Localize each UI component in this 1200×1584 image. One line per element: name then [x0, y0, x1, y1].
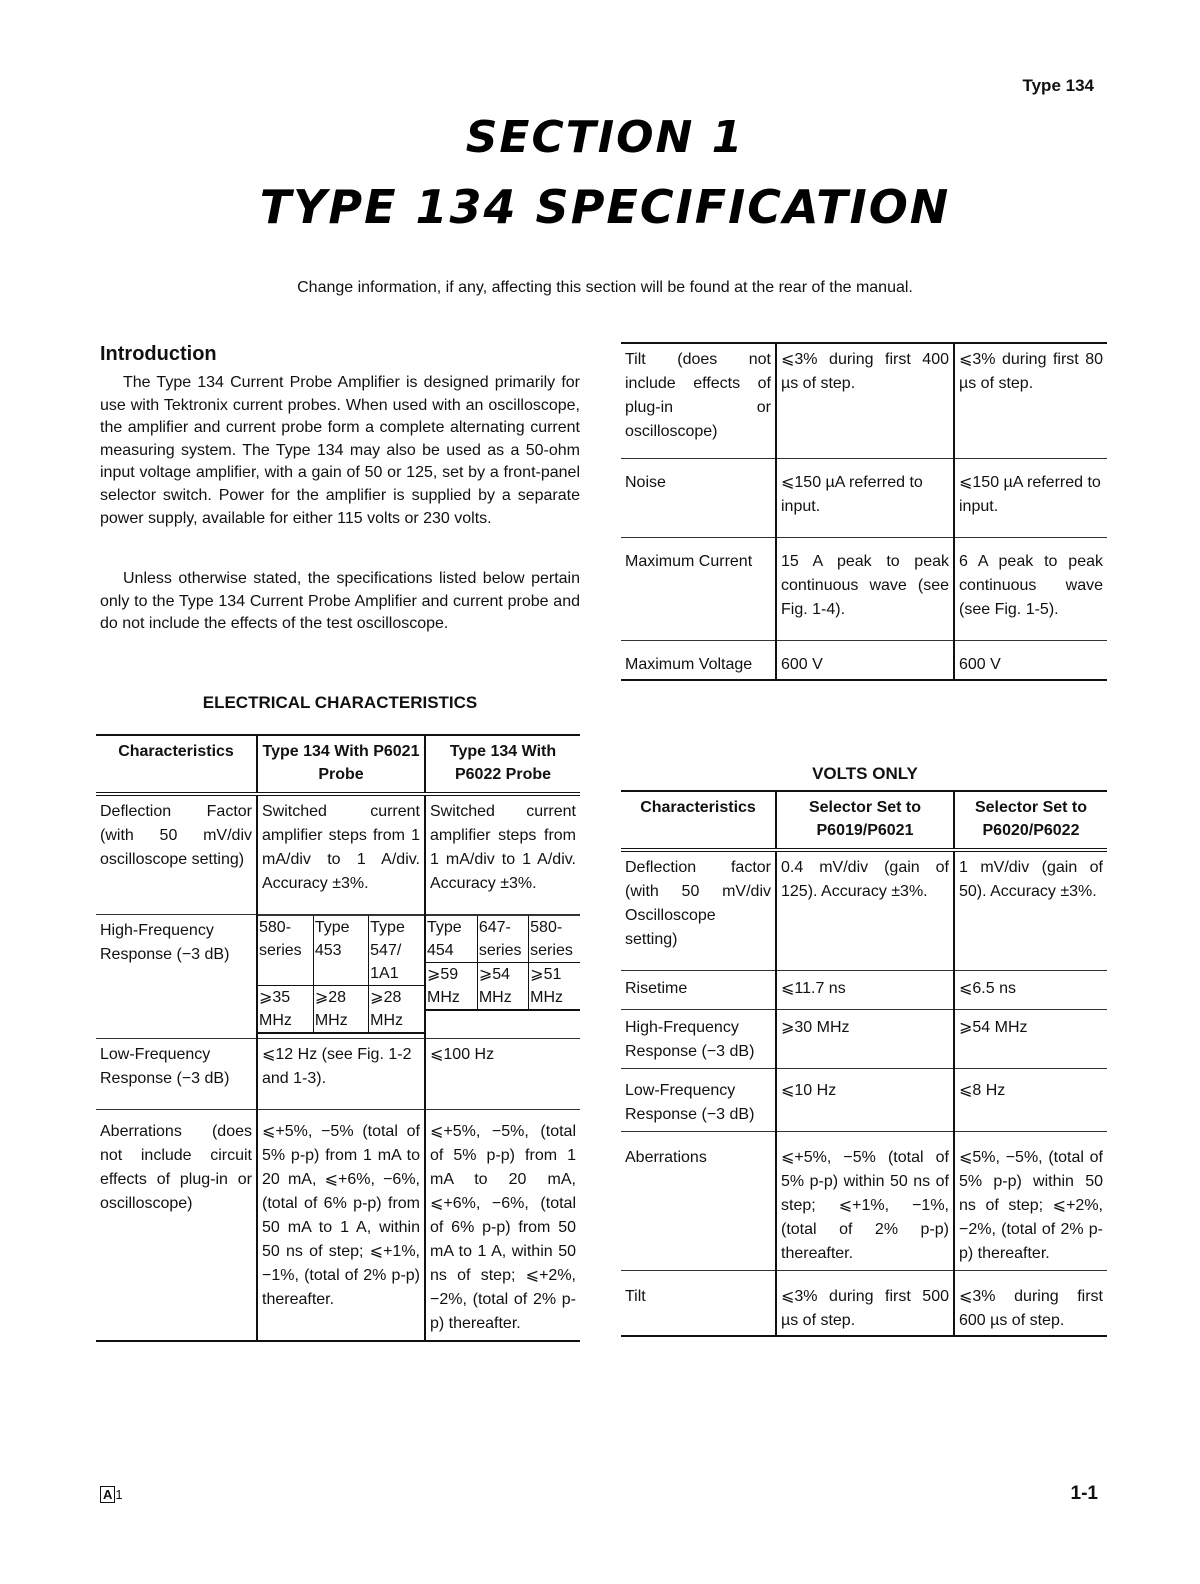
paragraph-text: The Type 134 Current Probe Amplifier is designed primarily for use with Tektronix current probes. When used with an oscilloscope, the amplifier and current probe form a complete alternating current measuring system. The Type 134 may also be used as a 50-ohm input voltage amplifier, with a gain of 50 or 125, set by a front-panel selector switch. Power for the amplifier is supplied by a separate power supply, available for either 115 volts or 230 volts.: [100, 374, 580, 527]
cell-value: 15 A peak to peak continuous wave (see Fig. 1-4).: [776, 538, 954, 641]
bandwidth-value: ⩾51 MHz: [529, 963, 580, 1011]
column-header: Characteristics: [96, 735, 257, 794]
table-header-row: [621, 791, 1107, 850]
hf-response-subtable-p6021: [258, 915, 424, 1034]
cell-value: ⩽6.5 ns: [954, 971, 1107, 1010]
cell-value: ⩽150 µA referred to input.: [954, 459, 1107, 538]
table-row: [96, 1039, 580, 1110]
introduction-heading: Introduction: [100, 343, 217, 365]
page-number: 1-1: [1070, 1483, 1098, 1504]
column-header: Selector Set to P6020/P6022: [954, 791, 1107, 850]
cell-value: 600 V: [954, 641, 1107, 681]
table-row: [96, 794, 580, 915]
table-row: [621, 1271, 1107, 1337]
scope-name: Type 453: [313, 916, 368, 986]
column-header: Selector Set to P6019/P6021: [776, 791, 954, 850]
electrical-characteristics-continued-table: [621, 342, 1107, 681]
row-label: Tilt: [621, 1271, 776, 1337]
change-note: Change information, if any, affecting this section will be found at the rear of the manual.: [297, 279, 913, 296]
electrical-characteristics-table: [96, 734, 580, 1342]
cell-value: ⩽3% during first 600 µs of step.: [954, 1271, 1107, 1337]
cell-value: ⩽3% during first 500 µs of step.: [776, 1271, 954, 1337]
cell-value: ⩽+5%, −5% (total of 5% p-p) within 50 ns of step; ⩽+1%, −1%, (total of 2% p-p) thereafter.: [776, 1132, 954, 1271]
cell-value: Switched current amplifier steps from 1 mA/div to 1 A/div. Accuracy ±3%.: [257, 794, 425, 915]
row-label: Aberrations: [621, 1132, 776, 1271]
cell-value: ⩽150 µA referred to input.: [776, 459, 954, 538]
publisher-logo: [100, 1487, 123, 1502]
cell-value: ⩽+5%, −5%, (total of 5% p-p) from 1 mA to 20 mA, ⩽+6%, −6%, (total of 6% p-p) from 50 mA to 1 A, within 50 ns of step; ⩽+2%, −2%, (total of 2% p-p) thereafter.: [425, 1110, 580, 1342]
row-label: Aberrations (does not include circuit effects of plug-in or oscilloscope): [96, 1110, 257, 1342]
header-type-label: Type 134: [1022, 76, 1094, 95]
table-row: [621, 1069, 1107, 1132]
electrical-characteristics-heading: ELECTRICAL CHARACTERISTICS: [202, 693, 478, 712]
cell-value: 1 mV/div (gain of 50). Accuracy ±3%.: [954, 850, 1107, 971]
cell-value: ⩽100 Hz: [425, 1039, 580, 1110]
table-header-row: [96, 735, 580, 794]
volts-only-table: [621, 790, 1107, 1337]
scope-name: 647-series: [477, 916, 528, 963]
cell-value: ⩽3% during first 80 µs of step.: [954, 343, 1107, 459]
cell-value: ⩽10 Hz: [776, 1069, 954, 1132]
cell-value: ⩽3% during first 400 µs of step.: [776, 343, 954, 459]
logo-suffix: 1: [115, 1487, 123, 1502]
row-label: High-Frequency Response (−3 dB): [96, 915, 257, 1039]
page-title: TYPE 134 SPECIFICATION: [259, 180, 951, 234]
cell-subtable: [257, 915, 425, 1039]
cell-value: Switched current amplifier steps from 1 mA/div to 1 A/div. Accuracy ±3%.: [425, 794, 580, 915]
table-row: [621, 459, 1107, 538]
row-label: Low-Frequency Response (−3 dB): [96, 1039, 257, 1110]
bandwidth-value: ⩾54 MHz: [477, 963, 528, 1011]
table-row: [621, 538, 1107, 641]
table-row: [621, 1010, 1107, 1069]
table-row: [621, 971, 1107, 1010]
table-row: [96, 1110, 580, 1342]
bandwidth-value: ⩾35 MHz: [258, 986, 313, 1034]
scope-name: Type 547/ 1A1: [369, 916, 424, 986]
bandwidth-value: ⩾59 MHz: [426, 963, 477, 1011]
section-number: SECTION 1: [465, 112, 745, 163]
bandwidth-value: ⩾28 MHz: [369, 986, 424, 1034]
row-label: Low-Frequency Response (−3 dB): [621, 1069, 776, 1132]
row-label: Maximum Voltage: [621, 641, 776, 681]
hf-response-subtable-p6022: [426, 915, 580, 1011]
logo-mark: A: [100, 1486, 115, 1503]
table-row: [621, 1132, 1107, 1271]
row-label: Deflection factor (with 50 mV/div Oscilloscope setting): [625, 859, 771, 948]
cell-value: 0.4 mV/div (gain of 125). Accuracy ±3%.: [776, 850, 954, 971]
paragraph-text: Unless otherwise stated, the specifications listed below pertain only to the Type 134 Current Probe Amplifier and current probe and do not include the effects of the test oscilloscope.: [100, 570, 580, 633]
cell-value: ⩽12 Hz (see Fig. 1-2 and 1-3).: [257, 1039, 425, 1110]
table-row: [96, 915, 580, 1039]
row-label: Risetime: [621, 971, 776, 1010]
cell-value: ⩾54 MHz: [954, 1010, 1107, 1069]
row-label: Deflection Factor (with 50 mV/div oscilloscope setting): [96, 794, 257, 915]
row-label: High-Frequency Response (−3 dB): [621, 1010, 776, 1069]
cell-value: ⩽5%, −5%, (total of 5% p-p) within 50 ns of step; ⩽+2%, −2%, (total of 2% p-p) thereafter.: [954, 1132, 1107, 1271]
cell-value: ⩽11.7 ns: [776, 971, 954, 1010]
scope-name: 580-series: [529, 916, 580, 963]
cell-value: ⩾30 MHz: [776, 1010, 954, 1069]
row-label: Noise: [621, 459, 776, 538]
cell-subtable: [425, 915, 580, 1039]
cell-value: 600 V: [776, 641, 954, 681]
scope-name: Type 454: [426, 916, 477, 963]
cell-value: ⩽8 Hz: [954, 1069, 1107, 1132]
scope-name: 580-series: [258, 916, 313, 986]
column-header: Characteristics: [621, 791, 776, 850]
cell-value: 6 A peak to peak continuous wave (see Fig. 1-5).: [954, 538, 1107, 641]
cell-value: ⩽+5%, −5% (total of 5% p-p) from 1 mA to 20 mA, ⩽+6%, −6%, (total of 6% p-p) from 50 mA to 1 A, within 50 ns of step; ⩽+1%, −1%, (total of 2% p-p) thereafter.: [257, 1110, 425, 1342]
bandwidth-value: ⩾28 MHz: [313, 986, 368, 1034]
table-row: [621, 343, 1107, 459]
column-header: Type 134 With P6021 Probe: [257, 735, 425, 794]
introduction-paragraph-1: [100, 372, 580, 530]
row-label: Maximum Current: [621, 538, 776, 641]
table-row: [621, 641, 1107, 681]
row-label: Tilt (does not include effects of plug-in or oscilloscope): [625, 351, 771, 440]
volts-only-heading: VOLTS ONLY: [812, 764, 918, 783]
table-row: [621, 850, 1107, 971]
column-header: Type 134 With P6022 Probe: [425, 735, 580, 794]
introduction-paragraph-2: [100, 568, 580, 636]
